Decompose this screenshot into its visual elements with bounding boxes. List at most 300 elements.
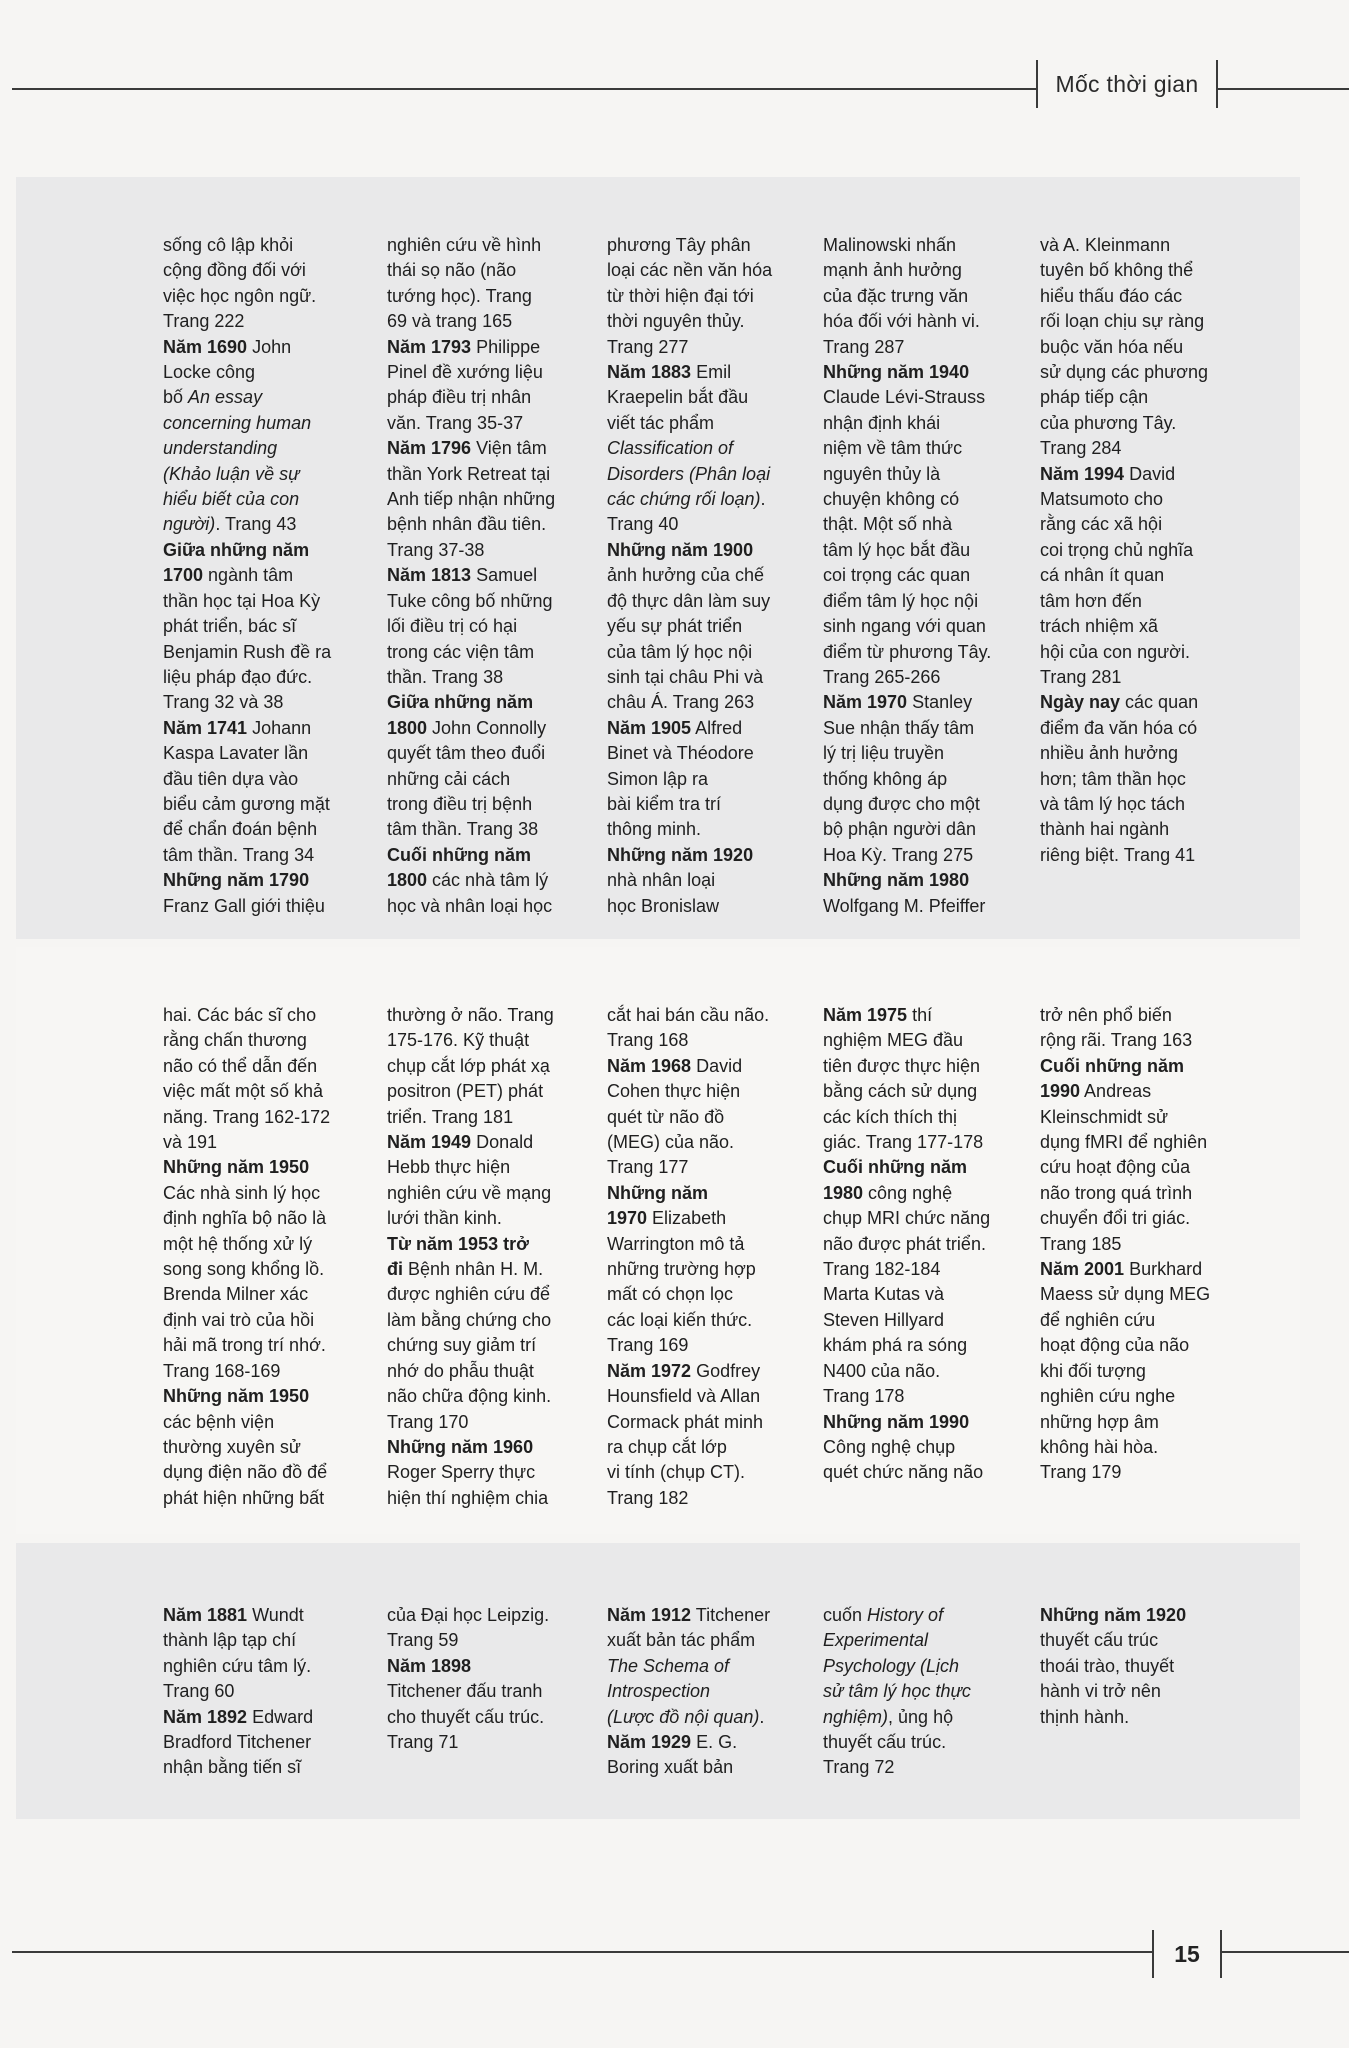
timeline-text: cá nhân ít quan xyxy=(1040,565,1165,586)
timeline-date: Năm 1813 xyxy=(387,565,472,586)
timeline-text: hiểu biết của con xyxy=(163,489,300,510)
timeline-text: Các nhà sinh lý học xyxy=(163,1182,321,1203)
timeline-text: Disorders (Phân loại xyxy=(607,463,771,484)
timeline-text: Trang 37-38 xyxy=(387,539,485,560)
timeline-line xyxy=(823,1155,1031,1180)
timeline-line xyxy=(607,335,815,360)
timeline-line xyxy=(823,1105,1031,1130)
timeline-line xyxy=(1040,1257,1248,1282)
timeline-text: positron (PET) phát xyxy=(387,1081,544,1102)
timeline-line xyxy=(607,1628,815,1653)
timeline-line xyxy=(1040,1628,1248,1653)
timeline-line xyxy=(607,563,815,588)
timeline-line xyxy=(163,233,371,258)
timeline-line xyxy=(387,462,595,487)
timeline-line xyxy=(823,690,1031,715)
timeline-text: Trang 284 xyxy=(1040,438,1122,459)
timeline-text: rằng chấn thương xyxy=(163,1030,307,1051)
timeline-line xyxy=(607,258,815,283)
timeline-line xyxy=(163,1603,371,1628)
timeline-text: của tâm lý học nội xyxy=(607,641,753,662)
timeline-text: Stanley xyxy=(907,692,973,713)
timeline-line xyxy=(607,1410,815,1435)
timeline-line xyxy=(387,1384,595,1409)
timeline-text: Sue nhận thấy tâm xyxy=(823,717,975,738)
timeline-text: điểm tâm lý học nội xyxy=(823,590,979,611)
timeline-text: Classification of xyxy=(607,438,734,459)
timeline-line xyxy=(607,1054,815,1079)
timeline-line xyxy=(163,1460,371,1485)
timeline-line xyxy=(163,1105,371,1130)
timeline-line xyxy=(387,233,595,258)
timeline-line xyxy=(1040,1435,1248,1460)
timeline-text: 69 và trang 165 xyxy=(387,311,513,332)
timeline-text: riêng biệt. Trang 41 xyxy=(1040,844,1196,865)
timeline-line xyxy=(823,792,1031,817)
timeline-column xyxy=(163,233,371,919)
timeline-line xyxy=(607,309,815,334)
timeline-line xyxy=(1040,1460,1248,1485)
timeline-text: Edward xyxy=(247,1706,314,1727)
timeline-line xyxy=(387,868,595,893)
timeline-text: liệu pháp đạo đức. xyxy=(163,666,313,687)
timeline-text: biểu cảm gương mặt xyxy=(163,793,330,814)
timeline-date: 1800 xyxy=(387,870,428,891)
timeline-line xyxy=(163,1410,371,1435)
timeline-line xyxy=(1040,436,1248,461)
timeline-date: Giữa những năm xyxy=(163,539,310,560)
timeline-text: John xyxy=(247,336,292,357)
timeline-text: những hợp âm xyxy=(1040,1411,1159,1432)
timeline-text: . xyxy=(759,1706,765,1727)
timeline-text: lối điều trị có hại xyxy=(387,616,518,637)
timeline-date: Ngày nay xyxy=(1040,692,1121,713)
timeline-date: Năm 1793 xyxy=(387,336,472,357)
timeline-text: nhận bằng tiến sĩ xyxy=(163,1757,302,1778)
timeline-text: Burkhard xyxy=(1124,1259,1203,1280)
timeline-line xyxy=(163,767,371,792)
timeline-line xyxy=(163,868,371,893)
timeline-text: mất có chọn lọc xyxy=(607,1284,734,1305)
timeline-line xyxy=(823,1730,1031,1755)
timeline-text: Roger Sperry thực xyxy=(387,1462,536,1483)
timeline-text: ra chụp cắt lớp xyxy=(607,1436,727,1457)
timeline-text: và 191 xyxy=(163,1132,218,1153)
timeline-line xyxy=(163,894,371,919)
timeline-text: hơn; tâm thần học xyxy=(1040,768,1186,789)
timeline-date: Năm 1905 xyxy=(607,717,692,738)
timeline-line xyxy=(1040,665,1248,690)
timeline-text: hải mã trong trí nhớ. xyxy=(163,1335,326,1356)
timeline-date: Những năm 1920 xyxy=(1040,1605,1187,1625)
timeline-line xyxy=(387,1410,595,1435)
timeline-text: tâm hơn đến xyxy=(1040,590,1142,611)
book-title: History of xyxy=(867,1605,944,1625)
timeline-line xyxy=(607,767,815,792)
timeline-text: sinh tại châu Phi và xyxy=(607,666,764,687)
timeline-line xyxy=(163,1628,371,1653)
timeline-line xyxy=(387,1654,595,1679)
timeline-line xyxy=(1040,309,1248,334)
timeline-text: người) xyxy=(163,514,216,535)
timeline-text: nhiều ảnh hưởng xyxy=(1040,743,1178,764)
timeline-line xyxy=(607,1679,815,1704)
timeline-text: phát hiện những bất xyxy=(163,1487,325,1508)
timeline-line xyxy=(163,1384,371,1409)
timeline-line xyxy=(387,640,595,665)
timeline-line xyxy=(163,335,371,360)
timeline-line xyxy=(387,258,595,283)
timeline-line xyxy=(1040,1232,1248,1257)
timeline-text: định vai trò của hồi xyxy=(163,1309,315,1330)
timeline-text: Viện tâm xyxy=(471,438,547,459)
timeline-line xyxy=(1040,1603,1248,1628)
timeline-text: Công nghệ chụp xyxy=(823,1436,956,1457)
timeline-text: sử dụng các phương xyxy=(1040,362,1209,383)
timeline-line xyxy=(387,589,595,614)
timeline-line xyxy=(607,1232,815,1257)
timeline-text: tâm thần. Trang 38 xyxy=(387,819,539,840)
timeline-line xyxy=(163,538,371,563)
timeline-line xyxy=(387,1003,595,1028)
timeline-text: nhà nhân loại xyxy=(607,870,716,891)
timeline-text: dụng được cho một xyxy=(823,793,980,814)
timeline-text: cộng đồng đối với xyxy=(163,260,306,281)
timeline-text: Brenda Milner xác xyxy=(163,1284,309,1305)
timeline-date: Năm 1968 xyxy=(607,1055,692,1076)
timeline-text: hội của con người. xyxy=(1040,641,1190,662)
timeline-line xyxy=(387,512,595,537)
timeline-text: Alfred xyxy=(691,717,743,738)
timeline-text: thần học tại Hoa Kỳ xyxy=(163,590,321,611)
timeline-line xyxy=(163,741,371,766)
timeline-line xyxy=(1040,462,1248,487)
timeline-line xyxy=(1040,1155,1248,1180)
timeline-text: những trường hợp xyxy=(607,1259,756,1280)
timeline-date: 1990 xyxy=(1040,1081,1081,1102)
timeline-text: của phương Tây. xyxy=(1040,412,1177,433)
timeline-line xyxy=(607,1003,815,1028)
timeline-text: lý trị liệu truyền xyxy=(823,743,945,764)
timeline-line xyxy=(163,1003,371,1028)
timeline-text: Trang 32 và 38 xyxy=(163,692,284,713)
timeline-text: Trang 168-169 xyxy=(163,1360,281,1381)
timeline-text: Boring xuất bản xyxy=(607,1757,734,1778)
timeline-text: sử tâm lý học thực xyxy=(823,1681,971,1702)
timeline-text: Trang 281 xyxy=(1040,666,1122,687)
timeline-line xyxy=(387,1730,595,1755)
timeline-line xyxy=(607,411,815,436)
timeline-line xyxy=(823,1232,1031,1257)
timeline-line xyxy=(607,1206,815,1231)
timeline-text: những cải cách xyxy=(387,768,511,789)
timeline-line xyxy=(823,1435,1031,1460)
timeline-text: nguyên thủy là xyxy=(823,463,941,484)
timeline-text: Psychology (Lịch xyxy=(823,1655,960,1676)
timeline-line xyxy=(163,1181,371,1206)
timeline-text: thành lập tạp chí xyxy=(163,1630,297,1651)
timeline-text: understanding xyxy=(163,438,278,459)
timeline-text: Trang 169 xyxy=(607,1335,689,1356)
timeline-text: các bệnh viện xyxy=(163,1411,275,1432)
timeline-date: Những năm 1920 xyxy=(607,844,754,865)
timeline-text: thường ở não. Trang xyxy=(387,1005,554,1025)
timeline-text: thái sọ não (não xyxy=(387,260,517,281)
timeline-line xyxy=(607,1460,815,1485)
timeline-text: buộc văn hóa nếu xyxy=(1040,336,1184,357)
timeline-date: 1980 xyxy=(823,1182,864,1203)
timeline-text: của Đại học Leipzig. xyxy=(387,1605,550,1625)
timeline-line xyxy=(823,1181,1031,1206)
timeline-text: bộ phận người dân xyxy=(823,819,976,840)
timeline-date: Năm 1949 xyxy=(387,1132,472,1153)
timeline-text: Titchener đấu tranh xyxy=(387,1681,543,1702)
timeline-text: bệnh nhân đầu tiên. xyxy=(387,514,547,535)
timeline-text: thống không áp xyxy=(823,768,948,789)
timeline-text: 175-176. Kỹ thuật xyxy=(387,1030,530,1051)
timeline-line xyxy=(823,868,1031,893)
timeline-date: Năm 1690 xyxy=(163,336,248,357)
timeline-date: Những năm 1990 xyxy=(823,1411,970,1432)
timeline-text: hiểu thấu đáo các xyxy=(1040,285,1183,306)
timeline-text: Locke công xyxy=(163,362,256,383)
timeline-line xyxy=(163,436,371,461)
timeline-text: một hệ thống xử lý xyxy=(163,1233,313,1254)
timeline-line xyxy=(163,462,371,487)
timeline-line xyxy=(607,792,815,817)
timeline-text: không hài hòa. xyxy=(1040,1436,1159,1457)
timeline-text: Malinowski nhấn xyxy=(823,235,957,255)
timeline-line xyxy=(823,335,1031,360)
timeline-line xyxy=(607,868,815,893)
timeline-text: Andreas xyxy=(1080,1081,1152,1102)
timeline-text: Warrington mô tả xyxy=(607,1233,745,1254)
timeline-text: thành hai ngành xyxy=(1040,819,1170,840)
timeline-text: quyết tâm theo đuổi xyxy=(387,743,546,764)
timeline-line xyxy=(387,538,595,563)
timeline-line xyxy=(823,1130,1031,1155)
timeline-line xyxy=(607,716,815,741)
timeline-line xyxy=(823,894,1031,919)
timeline-date: Năm 1796 xyxy=(387,438,472,459)
timeline-line xyxy=(607,1181,815,1206)
timeline-line xyxy=(823,1410,1031,1435)
timeline-text: được nghiên cứu để xyxy=(387,1284,551,1305)
timeline-text: nhớ do phẫu thuật xyxy=(387,1360,534,1381)
timeline-line xyxy=(387,1130,595,1155)
timeline-line xyxy=(607,1603,815,1628)
timeline-date: Năm 1881 xyxy=(163,1605,248,1625)
timeline-line xyxy=(607,1105,815,1130)
timeline-text: The Schema of xyxy=(607,1655,730,1676)
timeline-line xyxy=(1040,843,1248,868)
timeline-line xyxy=(823,1308,1031,1333)
timeline-column xyxy=(823,233,1031,919)
timeline-line xyxy=(823,258,1031,283)
timeline-text: Bệnh nhân H. M. xyxy=(403,1259,544,1280)
timeline-text: từ thời hiện đại tới xyxy=(607,285,754,306)
timeline-column xyxy=(1040,1003,1248,1486)
timeline-line xyxy=(1040,563,1248,588)
timeline-line xyxy=(1040,1054,1248,1079)
timeline-text: Trang 60 xyxy=(163,1681,235,1702)
timeline-line xyxy=(163,1308,371,1333)
timeline-line xyxy=(1040,767,1248,792)
timeline-line xyxy=(823,1460,1031,1485)
timeline-line xyxy=(607,1755,815,1780)
timeline-line xyxy=(163,1232,371,1257)
timeline-line xyxy=(823,1359,1031,1384)
timeline-line xyxy=(163,614,371,639)
timeline-text: E. G. xyxy=(691,1732,738,1753)
timeline-column xyxy=(163,1003,371,1511)
timeline-line xyxy=(387,436,595,461)
timeline-text: phát triển, bác sĩ xyxy=(163,616,297,637)
timeline-line xyxy=(1040,284,1248,309)
timeline-text: đầu tiên dựa vào xyxy=(163,768,299,789)
timeline-line xyxy=(163,385,371,410)
timeline-text: Matsumoto cho xyxy=(1040,489,1164,510)
timeline-line xyxy=(1040,690,1248,715)
timeline-line xyxy=(607,1282,815,1307)
timeline-column xyxy=(387,1603,595,1755)
timeline-line xyxy=(823,1333,1031,1358)
timeline-text: dụng điện não đồ để xyxy=(163,1462,328,1483)
timeline-text: khám phá ra sóng xyxy=(823,1335,968,1356)
timeline-text: chụp MRI chức năng xyxy=(823,1208,991,1229)
timeline-line xyxy=(387,411,595,436)
timeline-text: lưới thần kinh. xyxy=(387,1208,502,1229)
timeline-date: Năm 2001 xyxy=(1040,1259,1125,1280)
timeline-text: , ủng hộ xyxy=(888,1706,954,1727)
timeline-line xyxy=(823,1705,1031,1730)
timeline-date: Những năm 1980 xyxy=(823,870,970,891)
timeline-text: Philippe xyxy=(471,336,541,357)
timeline-text: Samuel xyxy=(471,565,538,586)
timeline-text: cứu hoạt động của xyxy=(1040,1157,1191,1178)
timeline-line xyxy=(823,284,1031,309)
timeline-date: Giữa những năm xyxy=(387,692,534,713)
timeline-text: Trang 40 xyxy=(607,514,679,535)
timeline-text: tâm lý học bắt đầu xyxy=(823,539,971,560)
timeline-line xyxy=(163,665,371,690)
timeline-line xyxy=(823,817,1031,842)
timeline-line xyxy=(607,741,815,766)
timeline-column xyxy=(1040,233,1248,868)
timeline-line xyxy=(163,1679,371,1704)
timeline-line xyxy=(387,487,595,512)
timeline-line xyxy=(387,716,595,741)
timeline-line xyxy=(607,538,815,563)
timeline-line xyxy=(387,385,595,410)
timeline-line xyxy=(607,436,815,461)
timeline-text: Titchener xyxy=(691,1605,771,1625)
timeline-line xyxy=(387,1359,595,1384)
timeline-line xyxy=(823,411,1031,436)
timeline-line xyxy=(387,335,595,360)
timeline-text: Kaspa Lavater lần xyxy=(163,743,309,764)
timeline-text: N400 của não. xyxy=(823,1360,941,1381)
timeline-line xyxy=(1040,1105,1248,1130)
timeline-line xyxy=(1040,487,1248,512)
timeline-line xyxy=(823,563,1031,588)
timeline-line xyxy=(1040,1308,1248,1333)
timeline-line xyxy=(163,258,371,283)
timeline-text: văn. Trang 35-37 xyxy=(387,412,524,433)
timeline-date: Năm 1994 xyxy=(1040,463,1125,484)
timeline-line xyxy=(823,1282,1031,1307)
timeline-text: vi tính (chụp CT). xyxy=(607,1462,746,1483)
timeline-text: sinh ngang với quan xyxy=(823,616,986,637)
timeline-line xyxy=(387,1257,595,1282)
timeline-text: Trang 71 xyxy=(387,1732,459,1753)
timeline-line xyxy=(163,309,371,334)
timeline-line xyxy=(607,640,815,665)
timeline-line xyxy=(607,894,815,919)
timeline-line xyxy=(387,1206,595,1231)
timeline-line xyxy=(1040,640,1248,665)
timeline-text: rộng rãi. Trang 163 xyxy=(1040,1030,1193,1051)
timeline-text: việc mất một số khả xyxy=(163,1081,324,1102)
timeline-text: Claude Lévi-Strauss xyxy=(823,387,986,408)
timeline-text: thuyết cấu trúc xyxy=(1040,1630,1159,1651)
timeline-text: Elizabeth xyxy=(647,1208,727,1229)
timeline-text: dụng fMRI để nghiên xyxy=(1040,1132,1208,1153)
timeline-line xyxy=(1040,538,1248,563)
timeline-text: điểm đa văn hóa có xyxy=(1040,717,1198,738)
timeline-text: học Bronislaw xyxy=(607,895,720,916)
timeline-line xyxy=(387,741,595,766)
timeline-line xyxy=(607,1308,815,1333)
timeline-line xyxy=(1040,411,1248,436)
timeline-text: các nhà tâm lý xyxy=(427,870,549,891)
timeline-text: tiên được thực hiện xyxy=(823,1055,980,1076)
timeline-line xyxy=(387,767,595,792)
timeline-line xyxy=(163,1359,371,1384)
timeline-line xyxy=(387,1155,595,1180)
timeline-line xyxy=(163,411,371,436)
timeline-date: Năm 1892 xyxy=(163,1706,248,1727)
timeline-line xyxy=(387,1054,595,1079)
timeline-date: đi xyxy=(387,1259,403,1280)
timeline-text: Hebb thực hiện xyxy=(387,1157,511,1178)
timeline-line xyxy=(1040,258,1248,283)
timeline-text: Trang 182-184 xyxy=(823,1259,941,1280)
timeline-line xyxy=(1040,385,1248,410)
timeline-text: nghiên cứu về hình xyxy=(387,235,542,255)
timeline-column xyxy=(387,1003,595,1511)
timeline-line xyxy=(387,614,595,639)
timeline-text: yếu sự phát triển xyxy=(607,616,743,637)
timeline-line xyxy=(1040,233,1248,258)
timeline-line xyxy=(1040,1679,1248,1704)
timeline-line xyxy=(823,589,1031,614)
timeline-line xyxy=(607,1079,815,1104)
timeline-date: Cuối những năm xyxy=(387,844,532,865)
timeline-line xyxy=(1040,1003,1248,1028)
timeline-text: làm bằng chứng cho xyxy=(387,1309,552,1330)
timeline-line xyxy=(1040,1028,1248,1053)
timeline-line xyxy=(163,1486,371,1511)
timeline-line xyxy=(387,1105,595,1130)
timeline-text: tâm thần. Trang 34 xyxy=(163,844,315,865)
timeline-date: Năm 1912 xyxy=(607,1605,692,1625)
timeline-line xyxy=(163,1435,371,1460)
timeline-text: Trang 185 xyxy=(1040,1233,1122,1254)
timeline-text: và A. Kleinmann xyxy=(1040,235,1171,255)
timeline-text: hóa đối với hành vi. xyxy=(823,311,980,332)
timeline-line xyxy=(387,1181,595,1206)
